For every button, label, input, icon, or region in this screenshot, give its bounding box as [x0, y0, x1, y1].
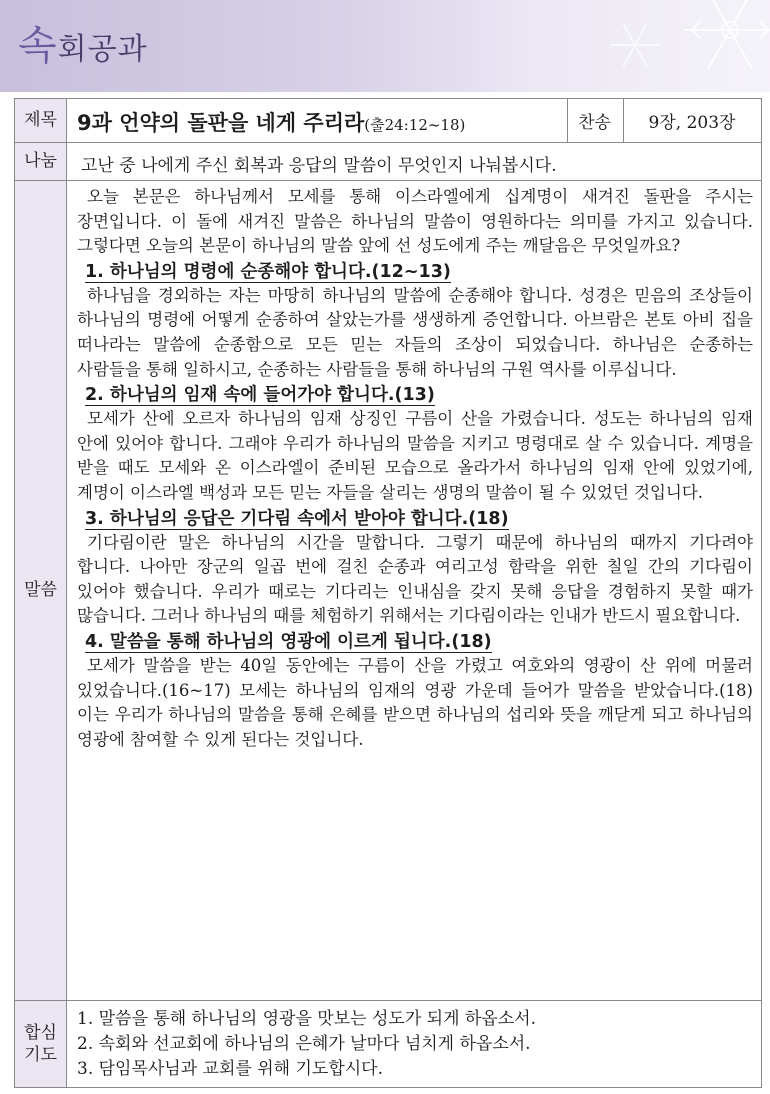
- section-body: 모세가 산에 오르자 하나님의 임재 상징인 구름이 산을 가렸습니다. 성도는 하나님의 임재 안에 있어야 합니다. 그래야 우리가 하나님의 말씀을 지키고 명령대로 살 수 있습니다. 계명을 받을 때도 모세와 온 이스라엘이 준비된 모습으로 올라가서 하나님의 임재 안에 있었기에, 계명이 이스라엘 백성과 모든 믿는 자들을 살리는 생명의 말씀이 될 수 있었던 것입니다.: [77, 409, 753, 502]
- page-title: [18, 14, 148, 71]
- section-heading: 3. 하나님의 응답은 기다림 속에서 받아야 합니다.(18): [85, 508, 509, 529]
- title-label: 제목: [15, 99, 67, 142]
- hymn-value: 9장, 203장: [648, 113, 736, 133]
- share-row: [15, 143, 761, 181]
- page-title-first-char: 속: [18, 23, 58, 69]
- prayer-row: [15, 1001, 761, 1087]
- prayer-list: [77, 1007, 536, 1082]
- section-body: 하나님을 경외하는 자는 마땅히 하나님의 말씀에 순종해야 합니다. 성경은 믿음의 조상들이 하나님의 명령에 어떻게 순종하여 살았는가를 생생하게 증언합니다. 아브람은 본토 아비 집을 떠나라는 말씀에 순종함으로 모든 믿는 자들의 조상이 되었습니다. 하나님은 순종하는 사람들을 통해 일하시고, 순종하는 사람들을 통해 하나님의 구원 역사를 이루십니다.: [77, 285, 753, 379]
- word-label: 말씀: [15, 181, 67, 1000]
- section-body: 모세가 말씀을 받는 40일 동안에는 구름이 산을 가렸고 여호와의 영광이 산 위에 머물러 있었습니다.(16~17) 모세는 하나님의 임재의 영광 가운데 들어가 말씀을 받았습니다.(18) 이는 우리가 하나님의 말씀을 통해 은혜를 받으면 하나님의 섭리와 뜻을 깨닫게 되고 하나님의 영광에 참여할 수 있게 된다는 것입니다.: [77, 655, 753, 749]
- section-heading: 1. 하나님의 명령에 순종해야 합니다.(12~13): [85, 261, 451, 282]
- hymn-label: 찬송: [578, 113, 611, 133]
- word-row: [15, 181, 761, 1001]
- section-heading: 4. 말씀을 통해 하나님의 영광에 이르게 됩니다.(18): [85, 631, 492, 652]
- lesson-title-text: 9과 언약의 돌판을 네게 주리라: [77, 111, 365, 135]
- section-heading: 2. 하나님의 임재 속에 들어가야 합니다.(13): [85, 385, 435, 406]
- header-band: [0, 0, 770, 92]
- snowflake-icon: [540, 0, 770, 92]
- share-label: 나눔: [15, 143, 67, 180]
- title-row: [15, 99, 761, 143]
- word-body: [77, 185, 753, 752]
- list-item: 3. 담임목사님과 교회를 위해 기도합시다.: [77, 1059, 383, 1079]
- prayer-label: 합심 기도: [15, 1001, 67, 1087]
- lesson-reference: (출24:12~18): [364, 116, 466, 134]
- lesson-title: [77, 107, 465, 137]
- list-item: 2. 속회와 선교회에 하나님의 은혜가 날마다 넘치게 하옵소서.: [77, 1034, 531, 1054]
- section-body: 기다림이란 말은 하나님의 시간을 말합니다. 그렇기 때문에 하나님의 때까지 기다려야 합니다. 나아만 장군의 일곱 번에 걸친 순종과 여리고성 함락을 위한 칠일 간의 기다림이 있어야 했습니다. 우리가 때로는 기다리는 인내심을 갖지 못해 응답을 경험하지 못할 때가 많습니다. 그러나 하나님의 때를 체험하기 위해서는 기다림이라는 인내가 반드시 필요합니다.: [77, 532, 753, 626]
- list-item: 1. 말씀을 통해 하나님의 영광을 맛보는 성도가 되게 하옵소서.: [77, 1009, 536, 1029]
- intro-paragraph: 오늘 본문은 하나님께서 모세를 통해 이스라엘에게 십계명이 새겨진 돌판을 주시는 장면입니다. 이 돌에 새겨진 말씀은 하나님의 말씀이 영원하다는 의미를 가지고 있습니다. 그렇다면 오늘의 본문이 하나님의 말씀 앞에 선 성도에게 주는 깨달음은 무엇일까요?: [77, 187, 753, 256]
- page-title-rest: 회공과: [57, 32, 148, 67]
- share-text: 고난 중 나에게 주신 회복과 응답의 말씀이 무엇인지 나눠봅시다.: [81, 156, 557, 176]
- lesson-sheet: [14, 98, 762, 1088]
